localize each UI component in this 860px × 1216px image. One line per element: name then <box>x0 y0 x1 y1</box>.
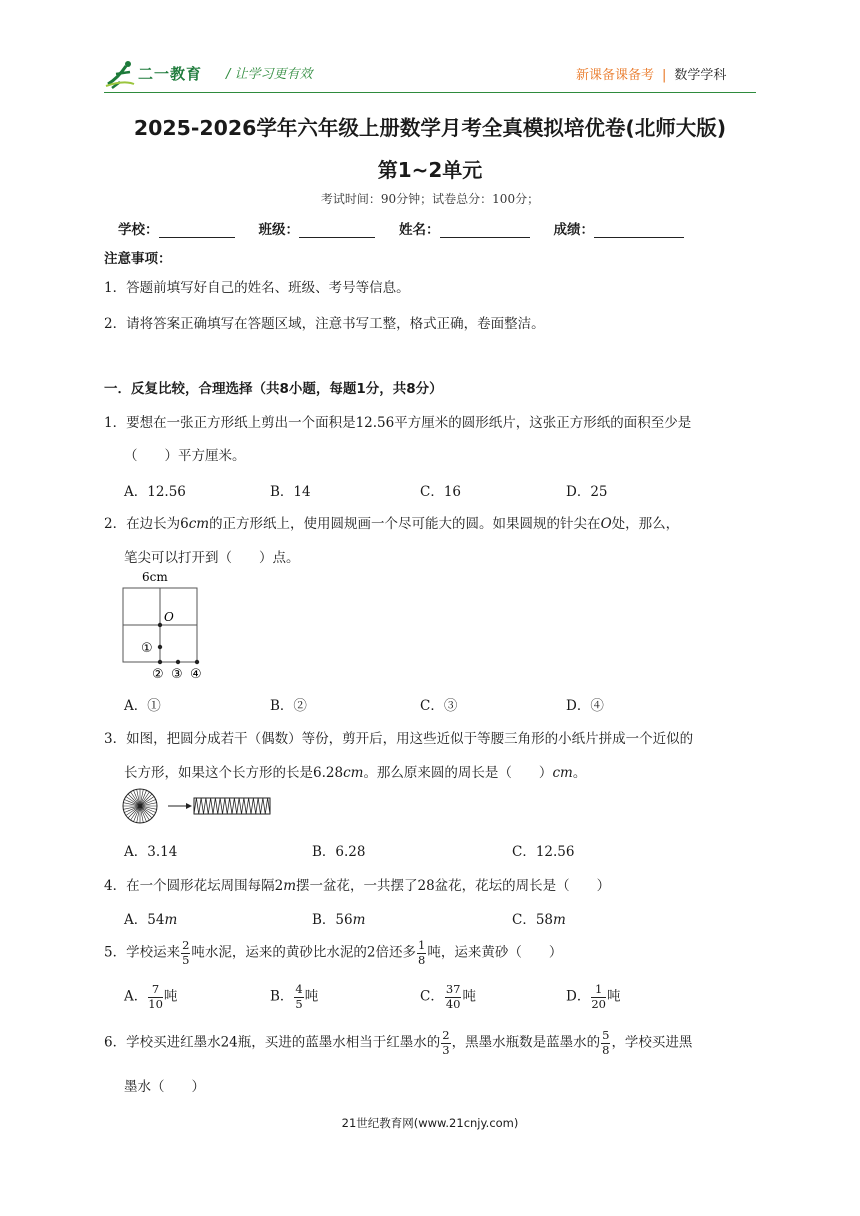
q2-text-line1 <box>104 512 679 532</box>
q2-unit: cm <box>188 516 210 532</box>
page-subtitle: 第1~2单元 <box>377 158 483 182</box>
q2-grid-figure <box>116 566 216 684</box>
q6-fraction-1-num: 2 <box>442 1028 450 1042</box>
q4-option-b-label: B．56 <box>312 912 353 928</box>
q6-fraction-2-den: 8 <box>602 1042 610 1057</box>
q5-option-b-label: B． <box>270 988 294 1005</box>
q5-option-c-num: 37 <box>445 982 461 996</box>
q3-text-c: 。 <box>572 765 587 781</box>
name-blank[interactable] <box>440 223 530 238</box>
q5-option-c-label: C． <box>420 988 444 1005</box>
notice-item-2: 2．请将答案正确填写在答题区域，注意书写工整，格式正确，卷面整洁。 <box>104 316 545 332</box>
q2-text-line2: 笔尖可以打开到（ ）点。 <box>124 550 300 566</box>
q1-option-d[interactable]: D．25 <box>566 484 608 500</box>
q4-text-b: 摆一盆花，一共摆了28盆花，花坛的周长是（ ） <box>296 878 611 894</box>
q5-fraction-2 <box>417 940 426 966</box>
q4-option-b-unit: m <box>352 912 366 928</box>
header-right-course: 新课备课备考 <box>576 68 655 83</box>
q1-option-a[interactable]: A．12.56 <box>124 484 186 500</box>
q5-option-d-num: 1 <box>591 984 606 998</box>
logo-text: 二一教育 <box>138 65 203 83</box>
q3-option-c[interactable]: C．12.56 <box>512 844 575 860</box>
school-label: 学校： <box>118 222 159 238</box>
q2-point-o: O <box>600 516 612 532</box>
q6-fraction-2 <box>601 1030 610 1056</box>
q5-option-a[interactable] <box>124 984 177 1010</box>
q5-text-c: 吨，运来黄砂（ ） <box>427 944 563 961</box>
q2-figure-o-label: O <box>164 610 174 624</box>
q3-unit: cm <box>343 765 364 781</box>
school-blank[interactable] <box>159 223 235 238</box>
header-right <box>576 64 726 83</box>
q6-fraction-1 <box>441 1030 450 1056</box>
q4-option-c[interactable] <box>512 908 566 928</box>
q3-text-b: 。那么原来圆的周长是（ ） <box>363 765 553 781</box>
q6-text-b: ，黑墨水瓶数是蓝墨水的 <box>451 1034 601 1051</box>
q5-option-d-unit: 吨 <box>606 988 621 1005</box>
q6-text-c: ，学校买进黑 <box>611 1034 693 1051</box>
q5-option-d[interactable] <box>566 984 620 1010</box>
q5-text-b: 吨水泥，运来的黄砂比水泥的2倍还多 <box>191 944 417 961</box>
q1-text-line1: 1．要想在一张正方形纸上剪出一个面积是12.56平方厘米的圆形纸片，这张正方形纸的面积至少是 <box>104 415 692 431</box>
header-separator: | <box>662 68 667 83</box>
class-blank[interactable] <box>299 223 375 238</box>
q5-fraction-1-num: 2 <box>182 938 190 952</box>
q5-option-b-unit: 吨 <box>304 988 319 1005</box>
score-blank[interactable] <box>594 223 684 238</box>
q5-option-a-num: 7 <box>148 984 163 998</box>
class-label: 班级： <box>258 222 299 238</box>
q6-fraction-1-den: 3 <box>442 1042 450 1057</box>
q6-text-a: 6．学校买进红墨水24瓶，买进的蓝墨水相当于红墨水的 <box>104 1034 441 1051</box>
exam-meta: 考试时间：90分钟；试卷总分：100分； <box>320 192 540 206</box>
q5-option-d-label: D． <box>566 988 591 1005</box>
q5-text-line1 <box>104 940 562 966</box>
notice-title: 注意事项： <box>104 251 172 267</box>
q3-rectangle-icon <box>194 798 270 814</box>
q3-divided-circle-icon <box>123 789 157 823</box>
q4-option-b[interactable] <box>312 908 365 928</box>
q5-fraction-2-num: 1 <box>418 938 426 952</box>
q2-text-b: 的正方形纸上，使用圆规画一个尽可能大的圆。如果圆规的针尖在 <box>209 516 601 532</box>
q4-option-a[interactable] <box>124 908 177 928</box>
q3-text-a: 长方形，如果这个长方形的长是6.28 <box>124 765 344 781</box>
q4-option-a-unit: m <box>164 912 178 928</box>
q1-text-line2: （ ）平方厘米。 <box>124 448 246 464</box>
q5-option-a-fraction <box>148 984 163 1010</box>
q5-fraction-1 <box>181 940 190 966</box>
q3-text-line1: 3．如图，把圆分成若干（偶数）等份，剪开后，用这些近似于等腰三角形的小纸片拼成一个近似的 <box>104 731 694 747</box>
q6-text-line2: 墨水（ ） <box>124 1079 205 1095</box>
q2-text-c: 处，那么， <box>611 516 680 532</box>
q5-option-d-den: 20 <box>591 996 606 1011</box>
q3-circle-to-rectangle-figure <box>120 786 276 826</box>
q2-option-b[interactable]: B．② <box>270 698 307 714</box>
q5-option-b[interactable] <box>270 984 318 1010</box>
q5-option-c-den: 40 <box>445 996 461 1011</box>
q2-text-a: 2．在边长为6 <box>104 516 189 532</box>
q4-option-c-label: C．58 <box>512 912 554 928</box>
q4-text-line1 <box>104 874 610 894</box>
q5-option-a-den: 10 <box>148 996 163 1011</box>
header-right-subject: 数学学科 <box>674 68 727 83</box>
notice-item-1: 1．答题前填写好自己的姓名、班级、考号等信息。 <box>104 280 410 296</box>
q5-option-a-unit: 吨 <box>163 988 178 1005</box>
q4-option-a-label: A．54 <box>124 912 165 928</box>
q4-text-a: 4．在一个圆形花坛周围每隔2 <box>104 878 284 894</box>
section-title: 一．反复比较，合理选择（共8小题，每题1分，共8分） <box>104 381 443 397</box>
student-info-row <box>118 218 708 238</box>
q2-point-4: ④ <box>190 667 202 682</box>
q2-option-d[interactable]: D．④ <box>566 698 604 714</box>
q5-option-d-fraction <box>591 984 606 1010</box>
q5-option-c-unit: 吨 <box>462 988 476 1005</box>
page-title: 2025-2026学年六年级上册数学月考全真模拟培优卷(北师大版) <box>133 116 727 140</box>
header-divider <box>104 92 756 93</box>
q5-fraction-2-den: 8 <box>418 952 426 967</box>
q5-text-a: 5．学校运来 <box>104 944 181 961</box>
q5-option-a-label: A． <box>124 988 148 1005</box>
q2-point-2: ② <box>152 667 164 682</box>
q5-option-c[interactable] <box>420 984 476 1010</box>
q6-fraction-2-num: 5 <box>602 1028 610 1042</box>
q1-option-b[interactable]: B．14 <box>270 484 311 500</box>
q5-option-b-den: 5 <box>295 996 303 1011</box>
q2-figure-size-label: 6cm <box>142 570 168 584</box>
q5-fraction-1-den: 5 <box>182 952 190 967</box>
q3-unit-2: cm <box>552 765 573 781</box>
q3-option-a[interactable]: A．3.14 <box>124 844 178 860</box>
q5-option-c-fraction <box>445 984 462 1010</box>
page-footer: 21世纪教育网(www.21cnjy.com) <box>341 1116 519 1130</box>
q4-unit: m <box>283 878 296 894</box>
q2-point-3: ③ <box>171 667 183 682</box>
q5-option-b-num: 4 <box>295 982 303 996</box>
q3-text-line2 <box>124 761 586 781</box>
score-label: 成绩： <box>553 222 594 238</box>
name-label: 姓名： <box>399 222 440 238</box>
q5-option-b-fraction <box>294 984 303 1010</box>
q3-option-b[interactable]: B．6.28 <box>312 844 366 860</box>
q2-point-1: ① <box>141 641 153 656</box>
q1-option-c[interactable]: C．16 <box>420 484 462 500</box>
q4-option-c-unit: m <box>553 912 566 928</box>
header-slogan: / 让学习更有效 <box>226 67 313 82</box>
q6-text-line1 <box>104 1030 692 1056</box>
q2-option-c[interactable]: C．③ <box>420 698 458 714</box>
q2-option-a[interactable]: A．① <box>124 698 161 714</box>
